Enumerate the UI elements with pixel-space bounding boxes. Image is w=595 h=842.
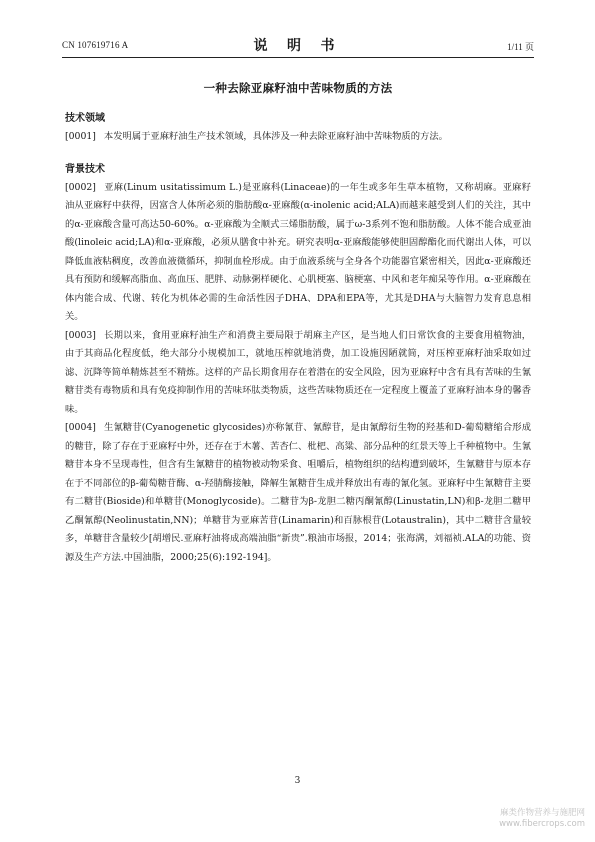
paragraph-number: [0003] [65,329,96,341]
paragraph-0002 [65,179,531,327]
patent-number: CN 107619716 A [62,40,129,50]
paragraph-text: 亚麻(Linum usitatissimum L.)是亚麻科(Linaceae)的一年生或多年生草本植物，又称胡麻。亚麻籽油从亚麻籽中获得，因富含人体所必须的脂肪酸α-亚麻酸(α-inolenic acid;ALA)而越来越受到人们的关注，其中的α-亚麻酸含量可高达50-60%。α-亚麻酸为全顺式三烯脂肪酸，属于ω-3系列不饱和脂肪酸。人体不能合成亚油酸(linoleic acid;LA)和α-亚麻酸，必须从膳食中补充。研究表明α-亚麻酸能够使胆固醇酯化而代谢出人体，可以降低血液粘稠度，改善血液微循环，抑制血栓形成。由于血液系统与全身各个功能器官紧密相关，因此α-亚麻酸还具有预防和缓解高脂血、高血压、肥胖、动脉粥样硬化、心肌梗塞、脑梗塞、中风和老年痴呆等作用。α-亚麻酸在体内能合成、代谢、转化为机体必需的生命活性因子DHA、DPA和EPA等，尤其是DHA与大脑智力发育息息相关。 [65,181,531,322]
paragraph-0003 [65,327,531,420]
watermark-line-2: www.fibercrops.com [499,819,585,829]
document-type: 说 明 书 [253,39,343,54]
paragraph-0004 [65,419,531,567]
page-header [62,35,534,53]
paragraph-number: [0002] [65,181,96,193]
page-info: 1/11 页 [507,42,534,52]
paragraph-number: [0004] [65,422,96,433]
paragraph-text: 长期以来，食用亚麻籽油生产和消费主要局限于胡麻主产区，是当地人们日常饮食的主要食用植物油，由于其商品化程度低，绝大部分小规模加工，就地压榨就地消费，加工设施因陋就简，对压榨亚麻籽油采取如过滤、沉降等简单精炼甚至不精炼。这样的产品长期食用存在着潜在的安全风险，因为亚麻籽中含有具有苦味的生氰糖苷类有毒物质和具有免疫抑制作用的苦味环肽类物质，这些苦味物质还在一定程度上覆盖了亚麻籽油本身的馨香味。 [65,329,531,415]
paragraph-text: 生氰糖苷(Cyanogenetic glycosides)亦称氰苷、氰醇苷，是由氰醇衍生物的羟基和D-葡萄糖缩合形成的糖苷，除了存在于亚麻籽中外，还存在于木薯、苦杏仁、枇杷、高粱、部分品种的红景天等上千种植物中。生氰糖苷本身不呈现毒性，但含有生氰糖苷的植物被动物采食、咀嚼后，植物组织的结构遭到破坏，生氰糖苷与原本存在于不同部位的β-葡萄糖苷酶、α-羟腈酶接触，降解生氰糖苷生成并释放出有毒的氰化氢。亚麻籽中生氰糖苷主要有二糖苷(Bioside)和单糖苷(Monoglycoside)。二糖苷为β-龙胆二糖丙酮氰醇(Linustatin,LN)和β-龙胆二糖甲乙酮氰醇(Neolinustatin,NN)；单糖苷为亚麻苦苷(Linamarin)和百脉根苷(Lotaustralin)，其中二糖苷含量较多，单糖苷含量较少[胡增民.亚麻籽油将成高端油脂“新贵”.粮油市场报，2014；张海满，刘福祯.ALA的功能、资源及生产方法.中国油脂，2000;25(6):192-194]。 [65,422,531,563]
document-body [65,110,531,567]
header-rule [62,57,534,58]
section-heading-background: 背景技术 [65,163,105,175]
document-title: 一种去除亚麻籽油中苦味物质的方法 [203,81,393,95]
section-heading-tech-field: 技术领域 [65,113,105,124]
paragraph-number: [0001] [65,131,96,142]
watermark [435,808,585,830]
page-number: 3 [294,776,301,786]
section-spacer [65,147,531,161]
paragraph-0001 [65,128,531,147]
paragraph-text: 本发明属于亚麻籽油生产技术领域，具体涉及一种去除亚麻籽油中苦味物质的方法。 [103,131,448,142]
watermark-line-1: 麻类作物营养与施肥网 [499,808,585,818]
